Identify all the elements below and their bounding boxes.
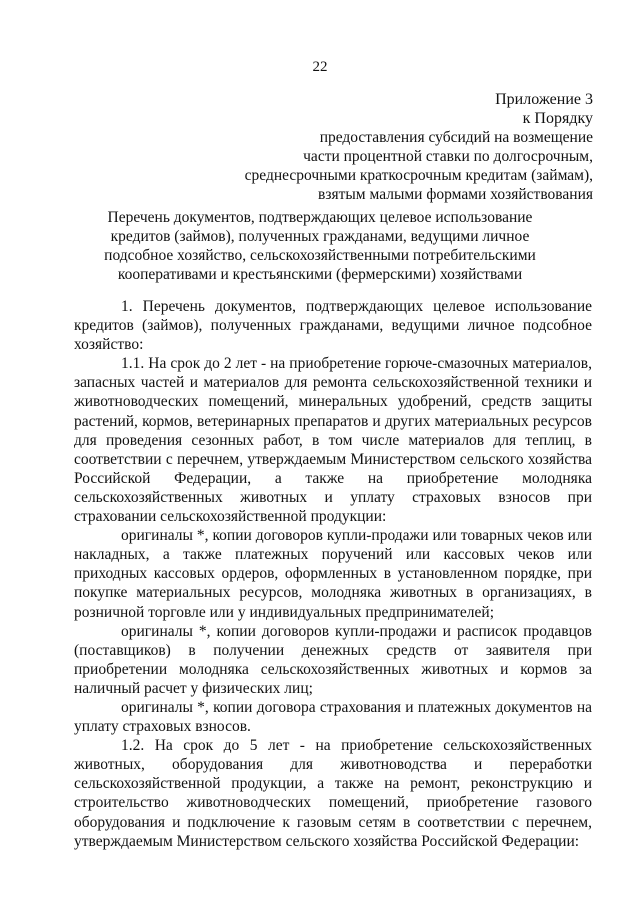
appendix-line: среднесрочными краткосрочным кредитам (займам), xyxy=(244,167,593,184)
title-line: Перечень документов, подтверждающих целевое использование xyxy=(107,209,533,226)
document-title xyxy=(60,208,580,284)
document-body xyxy=(74,297,592,851)
paragraph: оригиналы *, копии договоров купли-продажи и расписок продавцов (поставщиков) в получении денежных средств от заявителя при приобретении молодняка сельскохозяйственных животных и кормов за наличный расчет у физических лиц; xyxy=(74,622,592,697)
paragraph: 1. Перечень документов, подтверждающих целевое использование кредитов (займов), полученных гражданами, ведущими личное подсобное хозяйство: xyxy=(74,298,592,354)
paragraph: 1.1. На срок до 2 лет - на приобретение горюче-смазочных материалов, запасных частей и материалов для ремонта сельскохозяйственной техники и животноводческих помещений, минеральных удобрений, средств защиты растений, кормов, ветеринарных препаратов и других материальных ресурсов для проведения сезонных работ, в том числе материалов для теплиц, в соответствии с перечнем, утверждаемым Министерством сельского хозяйства Российской Федерации, а также на приобретение молодняка сельскохозяйственных животных и уплату страховых взносов при страховании сельскохозяйственной продукции: xyxy=(74,355,592,526)
appendix-line: части процентной ставки по долгосрочным, xyxy=(303,148,593,165)
paragraph: 1.2. На срок до 5 лет - на приобретение сельскохозяйственных животных, оборудования для животноводства и переработки сельскохозяйственной продукции, а также на ремонт, реконструкцию и строительство животноводческих помещений, приобретение газового оборудования и подключение к газовым сетям в соответствии с перечнем, утверждаемым Министерством сельского хозяйства Российской Федерации: xyxy=(74,737,592,850)
appendix-line: предоставления субсидий на возмещение xyxy=(319,129,593,146)
paragraph: оригиналы *, копии договоров купли-продажи или товарных чеков или накладных, а также платежных поручений или кассовых чеков или приходных кассовых ордеров, оформленных в установленном порядке, при покупке материальных ресурсов, молодняка животных в организациях, в розничной торговле или у индивидуальных предпринимателей; xyxy=(74,527,592,621)
appendix-line: Приложение 3 xyxy=(495,91,593,108)
appendix-line: к Порядку xyxy=(522,110,593,127)
title-line: кредитов (займов), полученных гражданами, ведущими личное xyxy=(110,228,530,245)
title-line: подсобное хозяйство, сельскохозяйственными потребительскими xyxy=(104,247,536,264)
appendix-header xyxy=(245,90,593,204)
page-number: 22 xyxy=(312,59,328,75)
appendix-line: взятым малыми формами хозяйствования xyxy=(318,186,593,203)
title-line: кооперативами и крестьянскими (фермерскими) хозяйствами xyxy=(117,266,523,283)
paragraph: оригиналы *, копии договора страхования и платежных документов на уплату страховых взносов. xyxy=(74,698,592,736)
